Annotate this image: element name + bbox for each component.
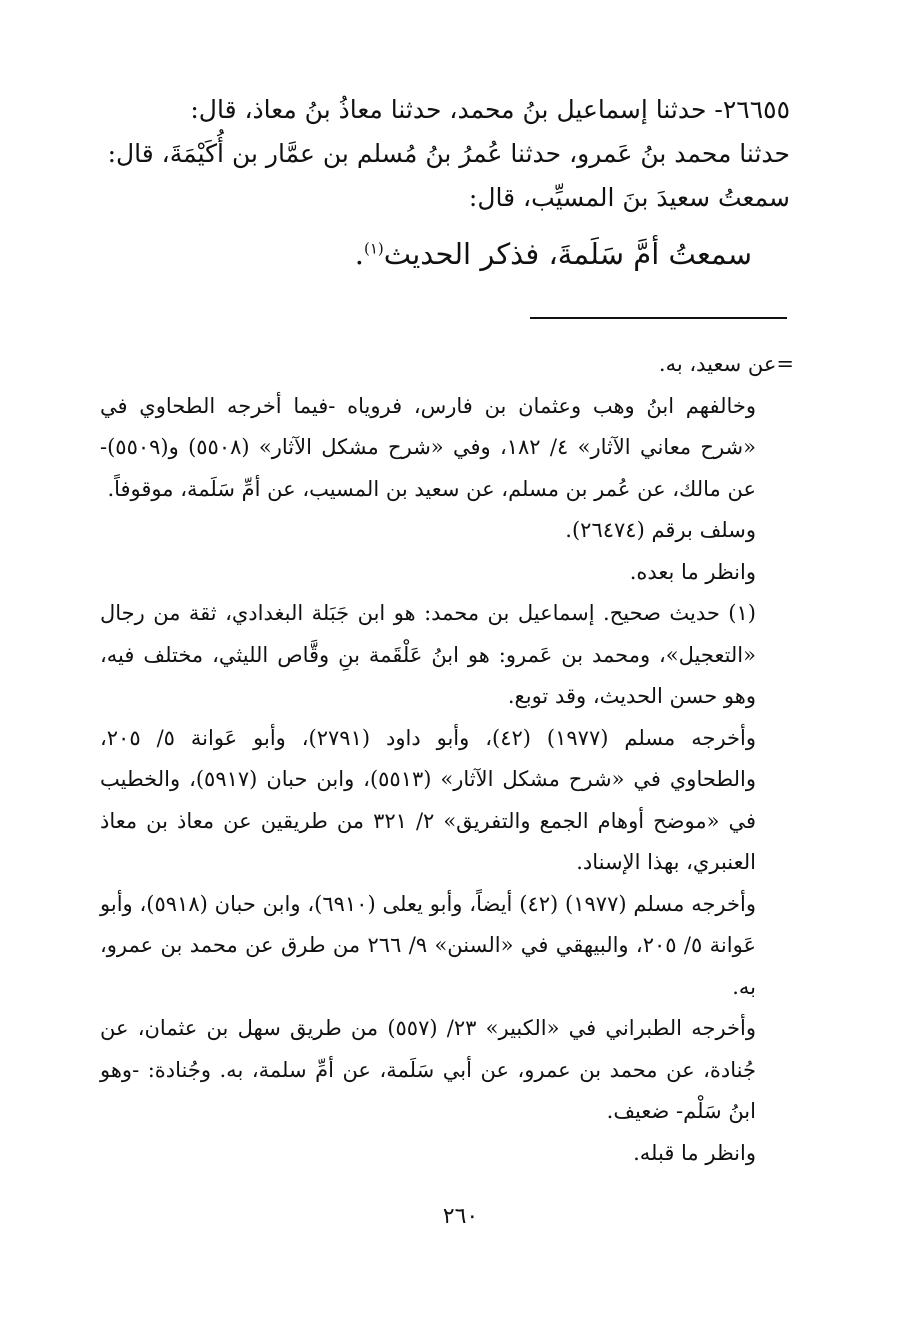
footnote-1: (١) حديث صحيح. إسماعيل بن محمد: هو ابن جَبَلة البغدادي، ثقة من رجال «التعجيل»، ومحمد بن عَمرو: هو ابنُ عَلْقَمة بنِ وقَّاص الليثي، مختلف فيه، وهو حسن الحديث، وقد توبع.	[100, 601, 756, 708]
footnote-paragraph: وأخرجه مسلم (١٩٧٧) (٤٢)، وأبو داود (٢٧٩١)، وأبو عَوانة ٥/ ٢٠٥، والطحاوي في «شرح مشكل الآثار» (٥٥١٣)، وابن حبان (٥٩١٧)، والخطيب في «موضح أوهام الجمع والتفريق» ٢/ ٣٢١ من طريقين عن معاذ بن معاذ العنبري، بهذا الإسناد.	[100, 725, 757, 874]
hadith-text	[105, 88, 790, 278]
hadith-quote-text: سمعتُ أمَّ سَلَمةَ، فذكر الحديث	[383, 237, 752, 271]
footnote-paragraph: وسلف برقم (٢٦٤٧٤).	[565, 518, 756, 542]
hadith-line: سمعتُ سعيدَ بنَ المسيِّب، قال:	[468, 183, 790, 212]
footnotes	[100, 344, 794, 1174]
footnote-paragraph: وانظر ما بعده.	[629, 559, 756, 584]
footnote-paragraph: وخالفهم ابنُ وهب وعثمان بن فارس، فروياه -فيما أخرجه الطحاوي في «شرح معاني الآثار» ٤/ ١٨٢، وفي «شرح مشكل الآثار» (٥٥٠٨) و(٥٥٠٩)- عن مالك، عن عُمر بن مسلم، عن سعيد بن المسيب، عن أمِّ سَلَمة، موقوفاً.	[100, 393, 756, 501]
footnote-paragraph: وأخرجه الطبراني في «الكبير» ٢٣/ (٥٥٧) من طريق سهل بن عثمان، عن جُنادة، عن محمد بن عمرو، عن أبي سَلَمة، عن أمِّ سلمة، به. وجُنادة: -وهو ابنُ سَلْم- ضعيف.	[100, 1016, 756, 1123]
hadith-line: حدثنا محمد بنُ عَمرو، حدثنا عُمرُ بنُ مُسلم بن عمَّار بن أُكَيْمَةَ، قال:	[107, 139, 790, 168]
hadith-line: ٢٦٦٥٥- حدثنا إسماعيل بنُ محمد، حدثنا معاذُ بنُ معاذ، قال:	[190, 95, 790, 124]
footnote-continuation: =عن سعيد، به.	[658, 352, 794, 376]
footnote-marker[interactable]: (١)	[363, 239, 384, 258]
footnote-divider	[530, 317, 787, 319]
page-number: ٢٦٠	[442, 1204, 479, 1229]
hadith-quote	[105, 230, 790, 278]
footnote-paragraph: وأخرجه مسلم (١٩٧٧) (٤٢) أيضاً، وأبو يعلى (٦٩١٠)، وابن حبان (٥٩١٨)، وأبو عَوانة ٥/ ٢٠٥، والبيهقي في «السنن» ٩/ ٢٦٦ من طرق عن محمد بن عمرو، به.	[100, 891, 756, 999]
footnote-paragraph: وانظر ما قبله.	[633, 1140, 756, 1165]
hadith-quote-end: .	[354, 237, 364, 271]
